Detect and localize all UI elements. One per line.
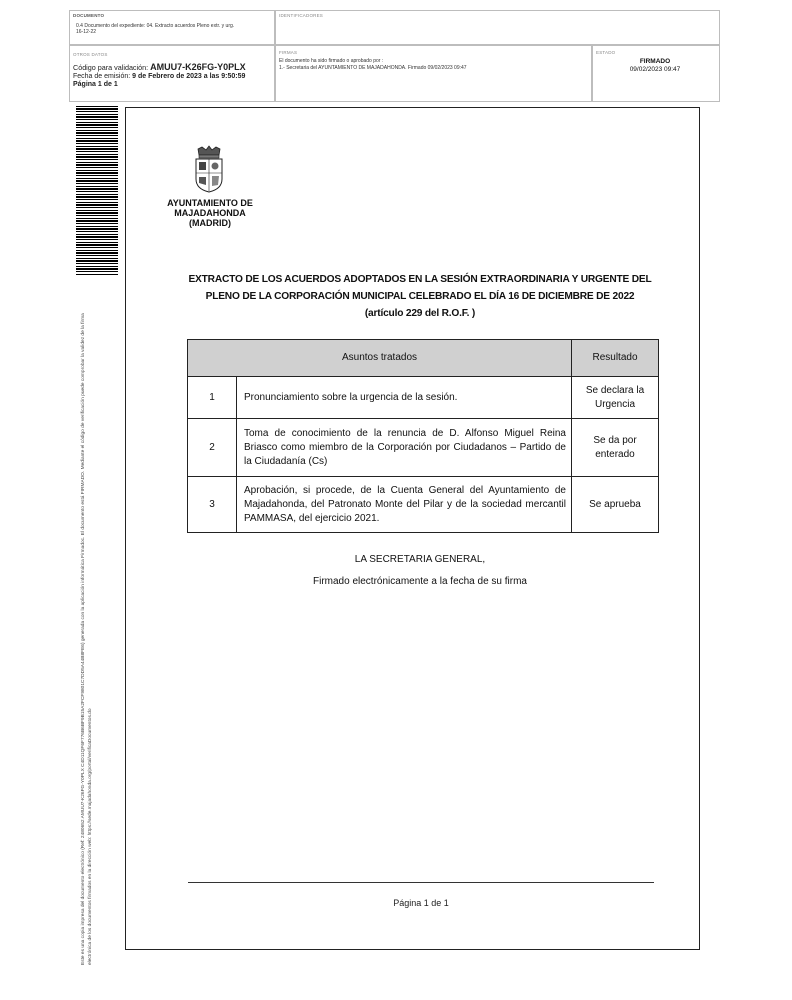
row-asunto: Toma de conocimiento de la renuncia de D. Alfonso Miguel Reina Briasco como miembro de la Corporación por Ciudadanos – Partido de la Ciudadanía (Cs): [237, 419, 572, 477]
header-documento-cell: [69, 10, 275, 45]
codigo-value[interactable]: AMUU7-K26FG-Y0PLX: [150, 62, 246, 72]
header-otros-datos-cell: [69, 45, 275, 102]
row-resultado: Se aprueba: [572, 477, 659, 533]
row-resultado: Se declara la Urgencia: [572, 377, 659, 419]
org-line1: AYUNTAMIENTO DE: [167, 198, 253, 208]
verification-note: Este es una copia impresa del documento electrónico (Ref: 2480652 AMUU7-K26FG-Y0PLX C4D11QF6F776B6BF9B15A2FCF9801C7DD5A44B8FE6) generada con la aplicación informática Firmadoc. El documento está FIRMADO. Mediante el código de verificación puede comprobar la validez de la firma electrónica de los documentos firmados en la dirección web: https://sede.majadahonda.org/portal/verificaDocumentos.do: [81, 313, 93, 965]
org-line2: MAJADAHONDA: [174, 208, 246, 218]
fecha-value: 9 de Febrero de 2023 a las 9:50:59: [132, 73, 246, 80]
barcode-icon: [76, 106, 118, 276]
firmas-intro: El documento ha sido firmado o aprobado por :: [279, 58, 384, 64]
estado-label: ESTADO: [596, 50, 616, 55]
organization-name: [155, 198, 265, 228]
col-resultado-header: Resultado: [572, 340, 659, 377]
header-estado-cell: [592, 45, 720, 102]
table-row: [188, 477, 659, 533]
header-pagina: Página 1 de 1: [73, 81, 118, 88]
firmas-item: 1.- Secretaria del AYUNTAMIENTO DE MAJADAHONDA. Firmado 09/02/2023 09:47: [279, 65, 467, 71]
title-line1: EXTRACTO DE LOS ACUERDOS ADOPTADOS EN LA SESIÓN EXTRAORDINARIA Y URGENTE DEL: [188, 274, 652, 285]
table-header-row: [188, 340, 659, 377]
row-number: 3: [188, 477, 237, 533]
footer-divider: [188, 882, 654, 883]
coat-of-arms-icon: [190, 145, 228, 193]
estado-value: FIRMADO: [639, 58, 671, 65]
col-asuntos-header: Asuntos tratados: [188, 340, 572, 377]
row-number: 2: [188, 419, 237, 477]
table-row: [188, 377, 659, 419]
estado-date: 09/02/2023 09:47: [629, 66, 681, 73]
document-title: [170, 271, 670, 322]
codigo-validacion: [73, 63, 246, 72]
title-line2: PLENO DE LA CORPORACIÓN MUNICIPAL CELEBRADO EL DÍA 16 DE DICIEMBRE DE 2022: [205, 291, 635, 302]
fecha-emision: [73, 73, 245, 81]
signature-note: Firmado electrónicamente a la fecha de su firma: [313, 576, 527, 587]
fecha-label: Fecha de emisión:: [73, 73, 133, 80]
title-line3: (artículo 229 del R.O.F. ): [364, 308, 476, 319]
signature-title: LA SECRETARIA GENERAL,: [354, 554, 486, 565]
row-number: 1: [188, 377, 237, 419]
firmas-label: FIRMAS: [279, 50, 298, 55]
row-asunto: Pronunciamiento sobre la urgencia de la sesión.: [237, 377, 572, 419]
otros-datos-label: OTROS DATOS: [73, 52, 108, 57]
documento-value: 0.4 Documento del expediente: 04. Extracto acuerdos Pleno extr. y urg. 16-12-22: [76, 23, 235, 35]
row-asunto: Aprobación, si procede, de la Cuenta General del Ayuntamiento de Majadahonda, del Patronato Monte del Pilar y de la sociedad mercantil PAMMASA, del ejercicio 2021.: [237, 477, 572, 533]
header-firmas-cell: [275, 45, 592, 102]
documento-label: DOCUMENTO: [73, 13, 105, 18]
row-resultado: Se da por enterado: [572, 419, 659, 477]
table-row: [188, 419, 659, 477]
identificadores-label: IDENTIFICADORES: [279, 13, 324, 18]
codigo-label: Código para validación:: [73, 63, 151, 72]
header-identificadores-cell: [275, 10, 720, 45]
footer-page-number: Página 1 de 1: [393, 898, 449, 908]
org-line3: (MADRID): [189, 218, 231, 228]
agenda-table: [187, 339, 659, 533]
